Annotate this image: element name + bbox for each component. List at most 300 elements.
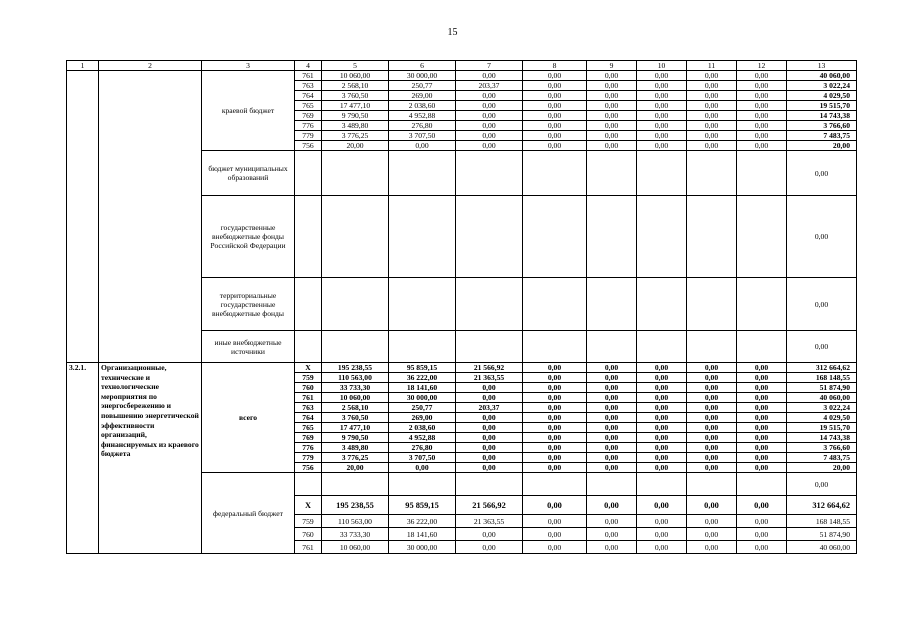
table-cell: 0,00: [523, 101, 587, 111]
table-cell: 0,00: [737, 433, 787, 443]
table-cell: 0,00: [523, 111, 587, 121]
table-cell: 0,00: [687, 515, 737, 528]
table-cell: [295, 473, 322, 496]
source-label: государственные внебюджетные фонды Российской Федерации: [202, 196, 295, 278]
table-cell: 0,00: [456, 393, 523, 403]
table-cell: 3 776,25: [322, 131, 389, 141]
header-cell: 3: [202, 61, 295, 71]
table-cell: 0,00: [687, 403, 737, 413]
table-cell: 0,00: [687, 373, 737, 383]
table-cell: [389, 278, 456, 331]
table-cell: 30 000,00: [389, 393, 456, 403]
table-cell: 0,00: [523, 515, 587, 528]
table-cell: 0,00: [587, 515, 637, 528]
table-cell: [587, 278, 637, 331]
table-cell: 40 060,00: [787, 541, 857, 554]
table-cell: 3 489,80: [322, 443, 389, 453]
table-cell: 779: [295, 453, 322, 463]
table-cell: 0,00: [456, 383, 523, 393]
table-cell: 0,00: [523, 433, 587, 443]
table-cell: 0,00: [737, 91, 787, 101]
table-cell: 168 148,55: [787, 373, 857, 383]
table-cell: 20,00: [787, 141, 857, 151]
table-cell: [587, 196, 637, 278]
table-cell: 95 859,15: [389, 496, 456, 515]
table-cell: 0,00: [687, 541, 737, 554]
table-cell: [523, 278, 587, 331]
table-cell: [523, 473, 587, 496]
table-cell: 0,00: [737, 141, 787, 151]
header-cell: 4: [295, 61, 322, 71]
table-cell: [322, 151, 389, 196]
table-cell: 0,00: [587, 101, 637, 111]
table-cell: 0,00: [587, 373, 637, 383]
table-cell: 269,00: [389, 91, 456, 101]
header-cell: 8: [523, 61, 587, 71]
table-cell: [637, 278, 687, 331]
table-cell: [637, 331, 687, 363]
table-cell: 0,00: [587, 433, 637, 443]
table-cell: 0,00: [637, 141, 687, 151]
table-cell: 18 141,60: [389, 528, 456, 541]
table-cell: 776: [295, 121, 322, 131]
table-cell: 0,00: [456, 131, 523, 141]
table-cell: 0,00: [587, 528, 637, 541]
table-cell: 2 038,60: [389, 423, 456, 433]
table-cell: [737, 331, 787, 363]
table-cell: 765: [295, 101, 322, 111]
table-cell: 40 060,00: [787, 393, 857, 403]
table-cell: 4 029,50: [787, 413, 857, 423]
table-cell: 0,00: [389, 141, 456, 151]
table-cell: 0,00: [687, 121, 737, 131]
header-cell: 10: [637, 61, 687, 71]
table-cell: 276,80: [389, 443, 456, 453]
table-cell: 30 000,00: [389, 541, 456, 554]
table-cell: 0,00: [587, 131, 637, 141]
table-cell: 0,00: [637, 121, 687, 131]
table-cell: [389, 151, 456, 196]
table-cell: 0,00: [737, 528, 787, 541]
table-cell: 0,00: [523, 71, 587, 81]
table-cell: 0,00: [737, 131, 787, 141]
table-cell: 0,00: [523, 423, 587, 433]
table-cell: 0,00: [687, 423, 737, 433]
table-cell: [637, 196, 687, 278]
source-label: иные внебюджетные источники: [202, 331, 295, 363]
table-cell: [295, 331, 322, 363]
table-cell: 0,00: [637, 393, 687, 403]
table-cell: 0,00: [737, 496, 787, 515]
table-cell: 0,00: [637, 463, 687, 473]
table-cell: 761: [295, 393, 322, 403]
table-cell: [295, 278, 322, 331]
table-cell: 0,00: [737, 111, 787, 121]
table-cell: 0,00: [737, 393, 787, 403]
header-cell: 13: [787, 61, 857, 71]
source-label: федеральный бюджет: [202, 473, 295, 554]
table-cell: 756: [295, 141, 322, 151]
table-cell: [637, 151, 687, 196]
table-cell: 20,00: [322, 463, 389, 473]
table-cell: 51 874,90: [787, 383, 857, 393]
table-cell: 3 707,50: [389, 453, 456, 463]
table-cell: 3 760,50: [322, 91, 389, 101]
table-cell: 19 515,70: [787, 101, 857, 111]
table-cell: 0,00: [637, 373, 687, 383]
table-cell: [687, 331, 737, 363]
budget-table: [66, 60, 857, 554]
table-cell: 250,77: [389, 403, 456, 413]
table-cell: 0,00: [587, 363, 637, 373]
table-cell: 10 060,00: [322, 541, 389, 554]
table-cell: 0,00: [737, 541, 787, 554]
table-cell: 0,00: [587, 141, 637, 151]
table-cell: [523, 196, 587, 278]
table-cell: 0,00: [637, 433, 687, 443]
table-cell: 0,00: [456, 423, 523, 433]
header-cell: 6: [389, 61, 456, 71]
table-cell: 0,00: [737, 81, 787, 91]
table-cell: 0,00: [389, 463, 456, 473]
table-cell: 769: [295, 111, 322, 121]
table-cell: 0,00: [523, 363, 587, 373]
table-cell: 4 952,88: [389, 433, 456, 443]
table-cell: 51 874,90: [787, 528, 857, 541]
table-cell: 21 363,55: [456, 373, 523, 383]
table-cell: 110 563,00: [322, 373, 389, 383]
table-cell: 0,00: [523, 141, 587, 151]
header-cell: 11: [687, 61, 737, 71]
table-cell: 769: [295, 433, 322, 443]
table-cell: [523, 331, 587, 363]
table-cell: 4 029,50: [787, 91, 857, 101]
table-cell: 0,00: [637, 413, 687, 423]
table-cell: 269,00: [389, 413, 456, 423]
table-cell: 0,00: [637, 453, 687, 463]
table-cell: 0,00: [687, 81, 737, 91]
table-cell: 0,00: [587, 463, 637, 473]
table-cell: 3 776,25: [322, 453, 389, 463]
table-cell: 0,00: [737, 363, 787, 373]
table-cell: 0,00: [587, 443, 637, 453]
description-cell: [99, 71, 202, 363]
table-cell: 21 566,92: [456, 496, 523, 515]
table-cell: 0,00: [456, 141, 523, 151]
table-cell: 0,00: [587, 111, 637, 121]
table-cell: [587, 151, 637, 196]
table-cell: 0,00: [687, 141, 737, 151]
table-cell: 33 733,30: [322, 383, 389, 393]
table-cell: 3 707,50: [389, 131, 456, 141]
table-cell: [587, 331, 637, 363]
table-cell: 3 022,24: [787, 403, 857, 413]
table-cell: 19 515,70: [787, 423, 857, 433]
table-cell: [389, 196, 456, 278]
table-cell: 0,00: [737, 383, 787, 393]
table-cell: 0,00: [737, 423, 787, 433]
table-cell: X: [295, 496, 322, 515]
table-cell: 0,00: [637, 515, 687, 528]
total-cell: 0,00: [787, 151, 857, 196]
table-cell: 36 222,00: [389, 373, 456, 383]
table-cell: 3 766,60: [787, 443, 857, 453]
table-cell: 2 568,10: [322, 81, 389, 91]
table-cell: 3 766,60: [787, 121, 857, 131]
table-cell: 0,00: [687, 363, 737, 373]
table-cell: 761: [295, 541, 322, 554]
table-cell: 0,00: [637, 496, 687, 515]
table-cell: 0,00: [523, 541, 587, 554]
table-cell: 276,80: [389, 121, 456, 131]
table-cell: 203,37: [456, 81, 523, 91]
item-description: Организационные, технические и технологические мероприятия по энергосбережению и повышению энергетической эффективности организаций, финансируемых из краевого бюджета: [99, 363, 202, 554]
table-row: [67, 71, 857, 81]
table-cell: 0,00: [637, 131, 687, 141]
header-row: [67, 61, 857, 71]
table-cell: 764: [295, 413, 322, 423]
table-cell: 0,00: [523, 496, 587, 515]
table-cell: 764: [295, 91, 322, 101]
table-row: [67, 363, 857, 373]
table-cell: 0,00: [587, 121, 637, 131]
table-cell: [389, 331, 456, 363]
table-cell: 203,37: [456, 403, 523, 413]
table-cell: 0,00: [637, 528, 687, 541]
table-cell: 0,00: [456, 433, 523, 443]
number-cell: [67, 71, 99, 363]
table-cell: [637, 473, 687, 496]
table-cell: [456, 278, 523, 331]
source-label: всего: [202, 363, 295, 473]
table-cell: [687, 196, 737, 278]
table-cell: 0,00: [737, 403, 787, 413]
table-cell: 0,00: [737, 453, 787, 463]
source-label: бюджет муниципальных образований: [202, 151, 295, 196]
total-cell: 0,00: [787, 196, 857, 278]
table-cell: 9 790,50: [322, 433, 389, 443]
table-cell: 0,00: [637, 101, 687, 111]
table-cell: 0,00: [687, 443, 737, 453]
table-cell: 40 060,00: [787, 71, 857, 81]
table-cell: 760: [295, 528, 322, 541]
table-cell: 0,00: [523, 413, 587, 423]
table-cell: 0,00: [523, 91, 587, 101]
table-cell: 20,00: [787, 463, 857, 473]
table-cell: 0,00: [637, 71, 687, 81]
table-cell: 36 222,00: [389, 515, 456, 528]
table-cell: 0,00: [456, 541, 523, 554]
table-cell: 0,00: [456, 121, 523, 131]
table-cell: 0,00: [637, 111, 687, 121]
table-cell: 0,00: [587, 423, 637, 433]
table-cell: 0,00: [456, 463, 523, 473]
table-cell: [295, 196, 322, 278]
table-cell: 0,00: [737, 71, 787, 81]
table-cell: 0,00: [687, 111, 737, 121]
table-cell: 0,00: [737, 413, 787, 423]
table-cell: 0,00: [637, 383, 687, 393]
header-cell: 7: [456, 61, 523, 71]
table-cell: 312 664,62: [787, 363, 857, 373]
table-cell: 30 000,00: [389, 71, 456, 81]
table-cell: 7 483,75: [787, 453, 857, 463]
table-cell: 0,00: [687, 71, 737, 81]
table-cell: [737, 278, 787, 331]
table-cell: 765: [295, 423, 322, 433]
table-cell: 759: [295, 515, 322, 528]
table-cell: 0,00: [687, 131, 737, 141]
table-cell: 0,00: [687, 393, 737, 403]
table-cell: 18 141,60: [389, 383, 456, 393]
table-cell: 0,00: [637, 541, 687, 554]
table-cell: 0,00: [523, 393, 587, 403]
table-cell: 250,77: [389, 81, 456, 91]
table-cell: 3 489,80: [322, 121, 389, 131]
table-cell: 0,00: [687, 453, 737, 463]
table-cell: 14 743,38: [787, 433, 857, 443]
table-cell: 10 060,00: [322, 393, 389, 403]
table-cell: 0,00: [637, 443, 687, 453]
table-cell: 0,00: [456, 101, 523, 111]
total-cell: 0,00: [787, 473, 857, 496]
total-cell: 0,00: [787, 331, 857, 363]
header-cell: 5: [322, 61, 389, 71]
table-cell: [322, 473, 389, 496]
table-cell: 9 790,50: [322, 111, 389, 121]
table-cell: [295, 151, 322, 196]
table-cell: 2 568,10: [322, 403, 389, 413]
table-cell: 0,00: [523, 131, 587, 141]
header-cell: 12: [737, 61, 787, 71]
table-cell: 0,00: [687, 433, 737, 443]
table-cell: 763: [295, 403, 322, 413]
table-cell: 17 477,10: [322, 101, 389, 111]
table-cell: [456, 473, 523, 496]
table-cell: 0,00: [587, 403, 637, 413]
table-cell: 95 859,15: [389, 363, 456, 373]
table-cell: 0,00: [523, 453, 587, 463]
table-cell: [737, 151, 787, 196]
table-cell: 20,00: [322, 141, 389, 151]
table-cell: 0,00: [456, 91, 523, 101]
table-cell: 110 563,00: [322, 515, 389, 528]
table-cell: 0,00: [456, 528, 523, 541]
table-cell: 0,00: [587, 541, 637, 554]
table-cell: 0,00: [456, 111, 523, 121]
table-cell: 0,00: [637, 423, 687, 433]
table-cell: [587, 473, 637, 496]
table-cell: 779: [295, 131, 322, 141]
total-cell: 0,00: [787, 278, 857, 331]
page-number: 15: [447, 27, 458, 38]
table-cell: 0,00: [587, 383, 637, 393]
table-cell: 312 664,62: [787, 496, 857, 515]
table-cell: 0,00: [456, 443, 523, 453]
table-cell: 759: [295, 373, 322, 383]
table-cell: 0,00: [737, 443, 787, 453]
table-cell: [322, 196, 389, 278]
table-cell: 0,00: [687, 496, 737, 515]
table-cell: 0,00: [523, 528, 587, 541]
table-cell: [687, 278, 737, 331]
table-cell: 0,00: [687, 383, 737, 393]
table-cell: 17 477,10: [322, 423, 389, 433]
table-cell: 0,00: [737, 121, 787, 131]
table-cell: 761: [295, 71, 322, 81]
table-cell: 0,00: [737, 101, 787, 111]
table-cell: 0,00: [456, 453, 523, 463]
table-cell: 0,00: [737, 373, 787, 383]
table-cell: [523, 151, 587, 196]
table-cell: [737, 473, 787, 496]
table-cell: 0,00: [523, 463, 587, 473]
table-cell: [322, 331, 389, 363]
table-cell: 10 060,00: [322, 71, 389, 81]
table-cell: 0,00: [687, 413, 737, 423]
table-cell: 0,00: [587, 91, 637, 101]
table-cell: 0,00: [587, 453, 637, 463]
table-cell: [389, 473, 456, 496]
table-cell: 0,00: [523, 443, 587, 453]
source-label: территориальные государственные внебюджетные фонды: [202, 278, 295, 331]
table-cell: 0,00: [687, 528, 737, 541]
table-cell: 0,00: [687, 463, 737, 473]
table-cell: 0,00: [523, 81, 587, 91]
table-cell: 0,00: [587, 413, 637, 423]
table-cell: 0,00: [587, 71, 637, 81]
table-cell: 168 148,55: [787, 515, 857, 528]
table-cell: [687, 151, 737, 196]
table-cell: 763: [295, 81, 322, 91]
table-cell: 21 566,92: [456, 363, 523, 373]
table-cell: 0,00: [637, 81, 687, 91]
table-cell: 0,00: [637, 403, 687, 413]
table-cell: 0,00: [523, 373, 587, 383]
table-cell: [456, 151, 523, 196]
table-cell: 0,00: [687, 101, 737, 111]
table-cell: 195 238,55: [322, 496, 389, 515]
table-cell: 7 483,75: [787, 131, 857, 141]
table-cell: 756: [295, 463, 322, 473]
table-cell: 0,00: [587, 393, 637, 403]
table-cell: [456, 196, 523, 278]
table-cell: 0,00: [687, 91, 737, 101]
table-cell: 0,00: [637, 363, 687, 373]
table-cell: 3 760,50: [322, 413, 389, 423]
table-cell: 195 238,55: [322, 363, 389, 373]
header-cell: 1: [67, 61, 99, 71]
table-cell: 2 038,60: [389, 101, 456, 111]
table-cell: 0,00: [523, 403, 587, 413]
table-cell: 0,00: [523, 383, 587, 393]
header-cell: 9: [587, 61, 637, 71]
table-cell: X: [295, 363, 322, 373]
table-cell: 21 363,55: [456, 515, 523, 528]
table-cell: 0,00: [523, 121, 587, 131]
table-cell: [737, 196, 787, 278]
table-cell: 3 022,24: [787, 81, 857, 91]
table-cell: 0,00: [587, 496, 637, 515]
table-cell: 33 733,30: [322, 528, 389, 541]
table-cell: 0,00: [456, 71, 523, 81]
table-cell: 760: [295, 383, 322, 393]
table-cell: 0,00: [456, 413, 523, 423]
table-cell: 0,00: [637, 91, 687, 101]
table-cell: 0,00: [737, 463, 787, 473]
item-number: 3.2.1.: [67, 363, 99, 554]
table-cell: 0,00: [737, 515, 787, 528]
